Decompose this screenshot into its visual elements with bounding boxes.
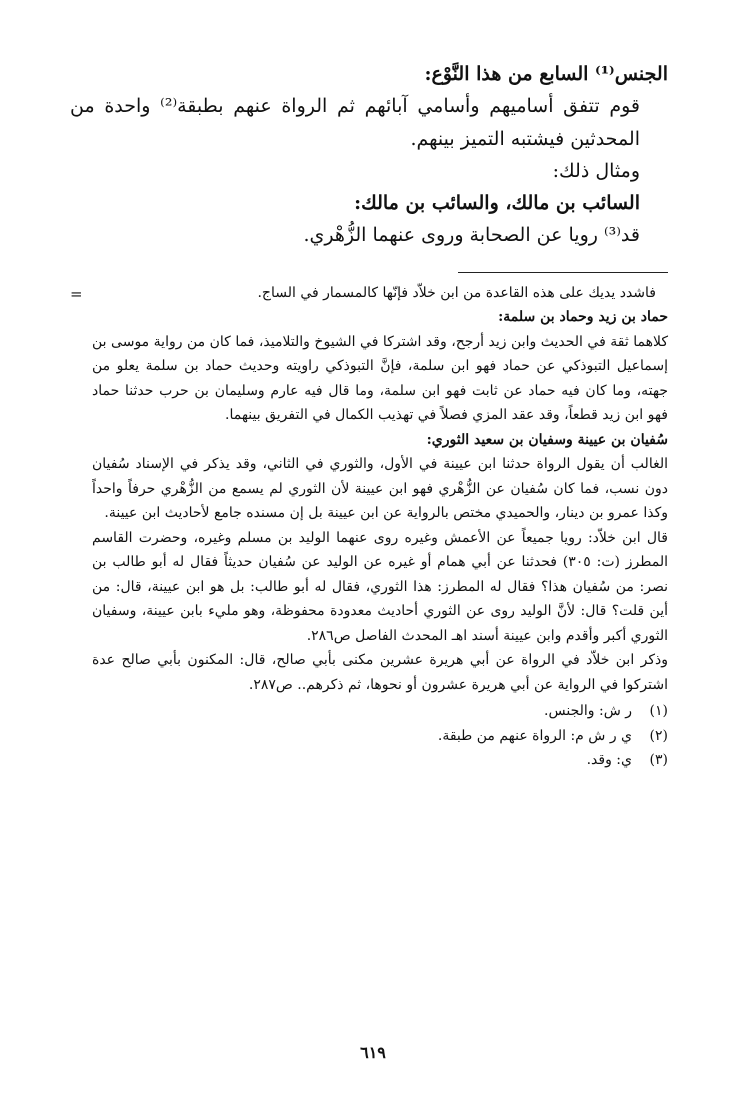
footnote-subheading: سُفيان بن عيينة وسفيان بن سعيد الثوري: xyxy=(426,431,668,448)
footnote-line: فاشدد يديك على هذه القاعدة من ابن خلاّد فإنّها كالمسمار في الساج. xyxy=(257,284,656,301)
footnote-subheading: حماد بن زيد وحماد بن سلمة: xyxy=(498,309,668,326)
note-text: ر ش: والجنس. xyxy=(544,703,632,720)
note-number: (٢) xyxy=(649,727,668,744)
note-item xyxy=(70,724,668,749)
continuation-marker: = xyxy=(70,284,83,303)
footnote-paragraph: الغالب أن يقول الرواة حدثنا ابن عيينة في الأول، والثوري في الثاني، وقد يذكر في الإسناد سُفيان دون نسب، فما كان سُفيان عن الزُّهْري فهو ابن عيينة لأن الثوري لم يسمع من الزُّهْري حرفاً واحداً وكذا عمرو بن دينار، والحميدي مختص بالرواية عن ابن عيينة بل إن مسنده جامع لأحاديث ابن عيينة. xyxy=(92,456,668,522)
note-number: (٣) xyxy=(649,752,668,769)
numbered-notes xyxy=(70,699,668,773)
example-heading: السائب بن مالك، والسائب بن مالك: xyxy=(354,192,640,215)
note-text: ي: وقد. xyxy=(586,752,632,769)
main-text xyxy=(70,58,668,252)
footnote-paragraph: وذكر ابن خلاّد في الرواة عن أبي هريرة عشرين مكنى بأبي صالح، قال: المكنون بأبي صالح عدة اشتركوا في الرواية عن أبي هريرة عشرون أو نحوها، ثم ذكرهم.. ص٢٨٧. xyxy=(92,652,668,693)
continued-footnote xyxy=(70,281,668,698)
note-text: ي ر ش م: الرواة عنهم من طبقة. xyxy=(437,727,632,744)
example-intro: ومثال ذلك: xyxy=(552,159,640,182)
page-number: ٦١٩ xyxy=(360,1043,386,1062)
footnote-paragraph: قال ابن خلاّد: رويا جميعاً عن الأعمش وغيره روى عنهما الوليد بن مسلم وغيره، وحضرت القاسم المطرز (ت: ٣٠٥) فحدثنا عن أبي همام أو غيره عن الوليد عن سُفيان حديثاً فقال له أبو طالب بن نصر: من سُفيان هذا؟ فقال له المطرز: هذا الثوري، فقال له أبو طالب: بل هو ابن عيينة، قال: من أين قلت؟ قال: لأنَّ الوليد روى عن الثوري أحاديث معدودة محفوظة، وهو مليء بابن عيينة، وسفيان الثوري أكبر وأقدم وابن عيينة أسند اهـ المحدث الفاصل ص٢٨٦. xyxy=(92,529,668,644)
note-item xyxy=(70,699,668,724)
footnote-divider xyxy=(458,272,668,273)
note-number: (١) xyxy=(649,703,668,720)
footnote-paragraph: كلاهما ثقة في الحديث وابن زيد أرجح، وقد اشتركا في الشيوخ والتلاميذ، فما كان من رواية موسى بن إسماعيل التبوذكي عن حماد فهو ابن سلمة، فإنَّ التبوذكي راويته وحديث حماد بن سلمة يعلو من جهته، وما كان فيه حماد عن ثابت فهو ابن سلمة، وما قال فيه عارم وسليمان بن حرب حدثنا حماد فهو ابن زيد قطعاً، وقد عقد المزي فصلاً في تهذيب الكمال في التفريق بينهما. xyxy=(92,333,668,424)
intro-paragraph: قوم تتفق أساميهم وأسامي آبائهم ثم الرواة عنهم بطبقة⁽²⁾ واحدة من المحدثين فيشتبه التميز بينهم. xyxy=(70,95,641,150)
note-item xyxy=(70,748,668,773)
example-text: قد⁽³⁾ رويا عن الصحابة وروى عنهما الزُّهْري. xyxy=(303,224,640,247)
section-heading: الجنس⁽¹⁾ السابع من هذا النَّوْع: xyxy=(424,63,668,85)
book-page xyxy=(70,58,668,1056)
